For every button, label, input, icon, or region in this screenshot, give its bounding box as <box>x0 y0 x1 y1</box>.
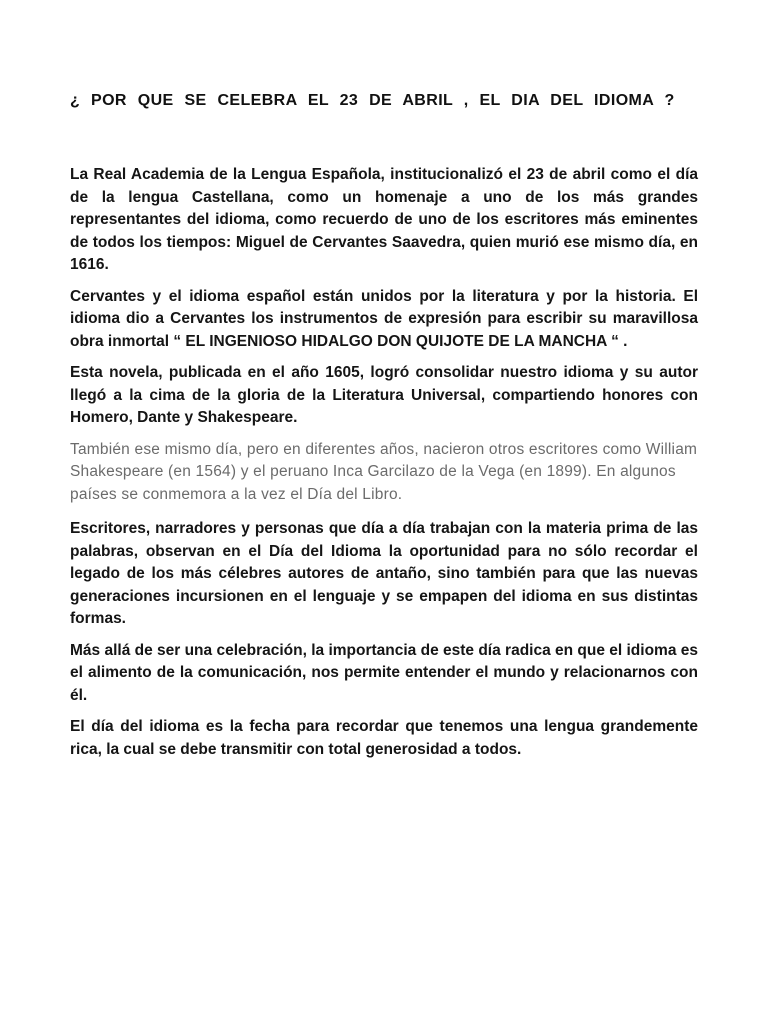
document-title: ¿ POR QUE SE CELEBRA EL 23 DE ABRIL , EL DIA DEL IDIOMA ? <box>70 92 675 109</box>
document-body <box>70 164 698 770</box>
paragraph-conclusion: El día del idioma es la fecha para recordar que tenemos una lengua grandemente rica, la cual se debe transmitir con total generosidad a todos. <box>70 718 698 758</box>
paragraph-cervantes: Cervantes y el idioma español están unidos por la literatura y por la historia. El idioma dio a Cervantes los instrumentos de expresión para escribir su maravillosa obra inmortal “ EL INGENIOSO HIDALGO DON QUIJOTE DE LA MANCHA “ . <box>70 287 698 350</box>
paragraph-escritores-narradores: Escritores, narradores y personas que día a día trabajan con la materia prima de las palabras, observan en el Día del Idioma la oportunidad para no sólo recordar el legado de los más célebres autores de antaño, sino también para que las nuevas generaciones incursionen en el lenguaje y se empapen del idioma en sus distintas formas. <box>70 520 698 627</box>
paragraph-importancia: Más allá de ser una celebración, la importancia de este día radica en que el idioma es el alimento de la comunicación, nos permite entender el mundo y relacionarnos con él. <box>70 641 698 704</box>
paragraph-novela: Esta novela, publicada en el año 1605, logró consolidar nuestro idioma y su autor llegó a la cima de la gloria de la Literatura Universal, compartiendo honores con Homero, Dante y Shakespeare. <box>70 364 698 426</box>
paragraph-otros-escritores: También ese mismo día, pero en diferentes años, nacieron otros escritores como William Shakespeare (en 1564) y el peruano Inca Garcilazo de la Vega (en 1899). En algunos países se conmemora a la vez el Día del Libro. <box>70 440 698 503</box>
paragraph-real-academia: La Real Academia de la Lengua Española, institucionalizó el 23 de abril como el día de la lengua Castellana, como un homenaje a uno de los más grandes representantes del idioma, como recuerdo de uno de los escritores más eminentes de todos los tiempos: Miguel de Cervantes Saavedra, quien murió ese mismo día, en 1616. <box>70 166 698 273</box>
